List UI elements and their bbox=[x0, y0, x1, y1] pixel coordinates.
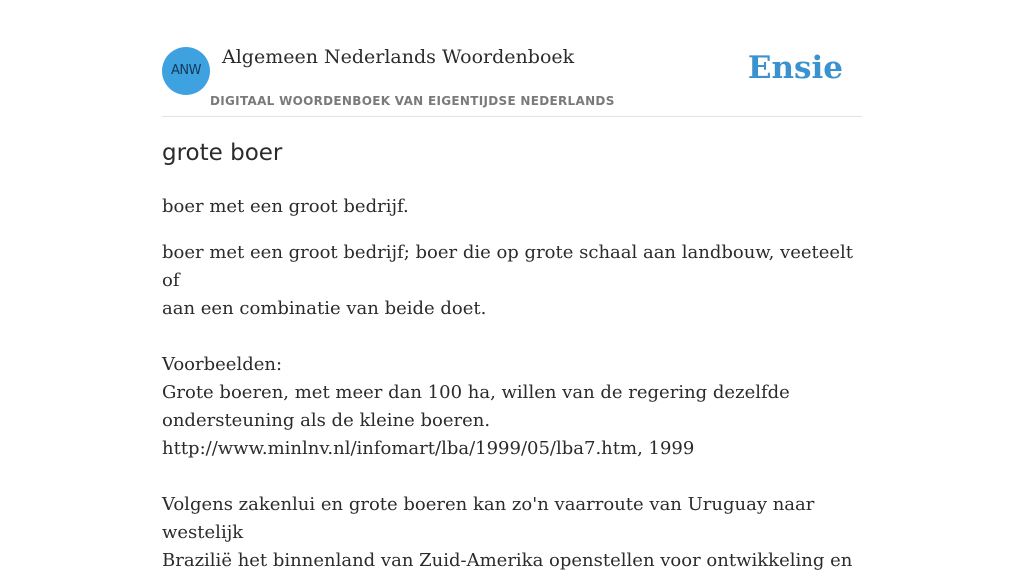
example-text-line: Grote boeren, met meer dan 100 ha, willen van de regering dezelfde bbox=[162, 382, 790, 403]
short-definition: boer met een groot bedrijf. bbox=[162, 196, 409, 217]
example-text-line: Volgens zakenlui en grote boeren kan zo'n vaarroute van Uruguay naar westelijk bbox=[162, 494, 815, 543]
site-header bbox=[162, 0, 862, 117]
site-title[interactable]: Algemeen Nederlands Woordenboek bbox=[222, 46, 575, 68]
site-subtitle: DIGITAAL WOORDENBOEK VAN EIGENTIJDSE NEDERLANDS bbox=[210, 94, 615, 108]
example-text-line: Brazilië het binnenland van Zuid-Amerika openstellen voor ontwikkeling en bbox=[162, 550, 853, 571]
spacer bbox=[162, 323, 862, 351]
page-container bbox=[162, 0, 862, 571]
entry-title: grote boer bbox=[162, 140, 283, 166]
anw-logo[interactable]: ANW bbox=[162, 47, 210, 95]
examples-heading: Voorbeelden: bbox=[162, 354, 283, 375]
long-definition-line: boer met een groot bedrijf; boer die op grote schaal aan landbouw, veeteelt of bbox=[162, 242, 854, 291]
entry-body bbox=[162, 239, 862, 575]
ensie-brand-link[interactable]: Ensie bbox=[747, 50, 843, 86]
spacer bbox=[162, 463, 862, 491]
long-definition-line: aan een combinatie van beide doet. bbox=[162, 298, 487, 319]
example-text-line: ondersteuning als de kleine boeren. bbox=[162, 410, 491, 431]
example-source: http://www.minlnv.nl/infomart/lba/1999/05/lba7.htm, 1999 bbox=[162, 438, 695, 459]
